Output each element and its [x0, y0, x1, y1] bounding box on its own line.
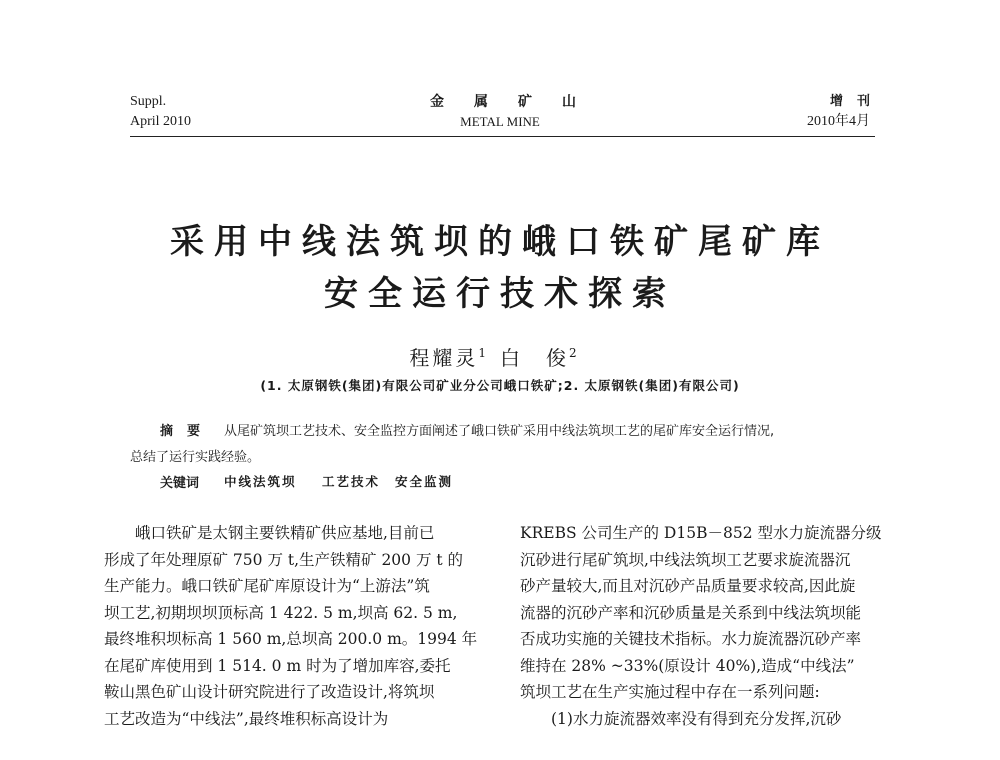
body-line: 鞍山黑色矿山设计研究院进行了改造设计,将筑坝: [104, 683, 435, 701]
authors: [0, 342, 1000, 371]
journal-name-en: METAL MINE: [460, 114, 540, 129]
body-column-right: [520, 520, 881, 732]
keyword-item: 安全监测: [395, 474, 454, 489]
body-line: 流器的沉砂产率和沉砂质量是关系到中线法筑坝能: [520, 603, 862, 622]
header-right: [807, 92, 884, 132]
abstract-text-line1: 从尾矿筑坝工艺技术、安全监控方面阐述了峨口铁矿采用中线法筑坝工艺的尾矿库安全运行情况,: [224, 424, 775, 439]
keyword-item: 中线法筑坝: [224, 474, 297, 489]
header-date-en: April 2010: [130, 114, 192, 129]
affiliations: (1. 太原钢铁(集团)有限公司矿业分公司峨口铁矿;2. 太原钢铁(集团)有限公司): [260, 378, 740, 393]
header-date-cn: 2010年4月: [807, 114, 870, 129]
body-line: (1)水力旋流器效率没有得到充分发挥,沉砂: [520, 709, 842, 728]
abstract-label: 摘要: [160, 424, 215, 439]
body-line: 沉砂进行尾矿筑坝,中线法筑坝工艺要求旋流器沉: [520, 550, 851, 569]
body-line: 砂产量较大,而且对沉砂产品质量要求较高,因此旋: [520, 577, 856, 595]
body-line: 生产能力。峨口铁矿尾矿库原设计为“上游法”筑: [104, 577, 430, 595]
keyword-item: 工艺技术: [322, 474, 381, 489]
body-line: 维持在 28% ~33%(原设计 40%),造成“中线法”: [520, 656, 855, 675]
header-left: [130, 92, 191, 132]
body-line: 工艺改造为“中线法”,最终堆积标高设计为: [104, 709, 389, 728]
body-line: 筑坝工艺在生产实施过程中存在一系列问题:: [520, 683, 820, 701]
body-line: 形成了年处理原矿 750 万 t,生产铁精矿 200 万 t 的: [104, 550, 464, 569]
keywords-label: 关键词: [160, 476, 200, 491]
header-rule: [130, 136, 875, 137]
body-line: 否成功实施的关键技术指标。水力旋流器沉砂产率: [520, 630, 862, 648]
body-line: 在尾矿库使用到 1 514. 0 m 时为了增加库容,委托: [104, 656, 451, 675]
author-2-affil-mark: 2: [569, 346, 577, 361]
paper-title-line1: 采用中线法筑坝的峨口铁矿尾矿库: [170, 222, 830, 262]
author-1: 程耀灵: [409, 346, 479, 370]
body-line: KREBS 公司生产的 D15B－852 型水力旋流器分级: [520, 524, 882, 542]
abstract-text-line2: 总结了运行实践经验。: [130, 450, 261, 465]
header-supplement-cn: 增刊: [829, 94, 884, 109]
author-1-affil-mark: 1: [478, 346, 486, 361]
body-line: 坝工艺,初期坝坝顶标高 1 422. 5 m,坝高 62. 5 m,: [104, 603, 458, 622]
body-line: 峨口铁矿是太钢主要铁精矿供应基地,目前已: [104, 524, 435, 542]
header-suppl: Suppl.: [130, 94, 167, 109]
paper-title-line2: 安全运行技术探索: [324, 274, 676, 314]
body-line: 最终堆积坝标高 1 560 m,总坝高 200.0 m。1994 年: [104, 630, 478, 648]
author-2: 白 俊: [500, 346, 569, 370]
journal-name-cn: 金属矿山: [430, 94, 606, 110]
body-column-left: [104, 520, 477, 732]
header-center: [400, 92, 606, 132]
